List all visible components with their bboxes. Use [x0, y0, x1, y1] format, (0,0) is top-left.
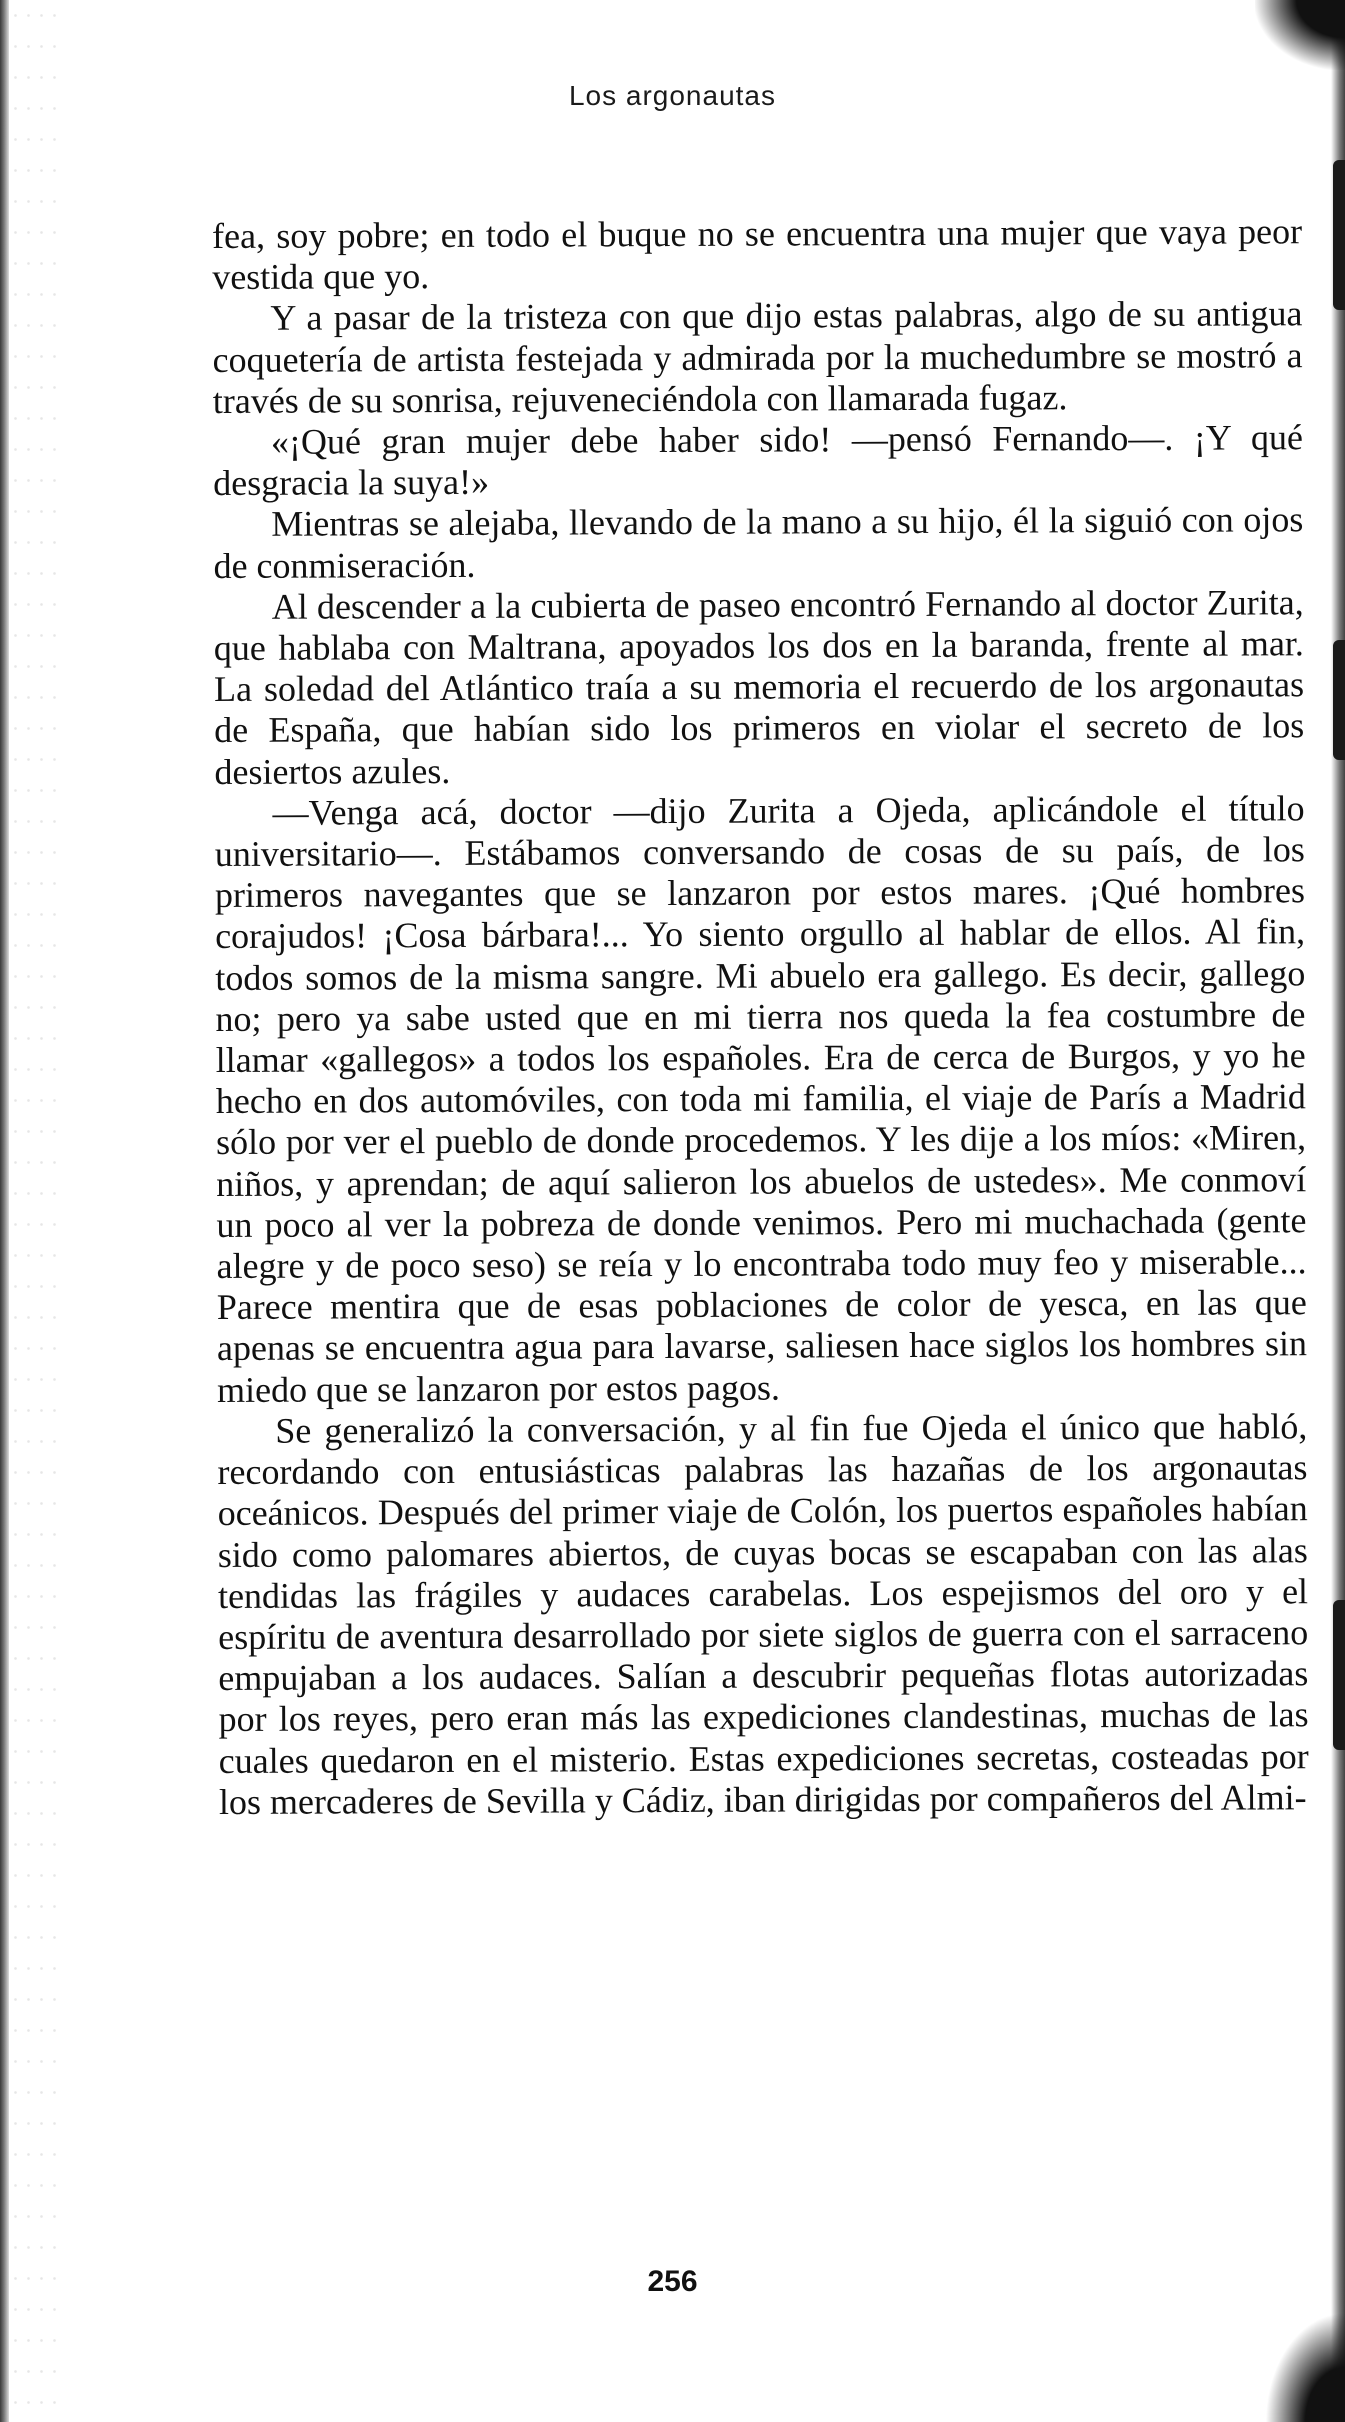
scan-noise: [9, 0, 64, 2422]
scan-mark: [1333, 1600, 1345, 1750]
page-edge-left: [0, 0, 9, 2422]
page-number: 256: [647, 2265, 698, 2298]
paragraph: fea, soy pobre; en todo el buque no se encuentra una mujer que vaya peor vestida que yo.: [212, 211, 1303, 298]
scan-mark: [1333, 160, 1345, 310]
paragraph: Y a pasar de la tristeza con que dijo estas palabras, algo de su antigua coquetería de artista festejada y admirada por la muchedumbre se mostró a través de su sonrisa, rejuveneciéndola con llamarada fugaz.: [212, 293, 1303, 421]
paragraph: Mientras se alejaba, llevando de la mano a su hijo, él la siguió con ojos de conmiseración.: [213, 499, 1304, 586]
running-head: Los argonautas: [568, 80, 777, 111]
scan-corner-bottom: [1265, 2312, 1345, 2422]
scan-corner-top: [1255, 0, 1345, 70]
scan-mark: [1333, 640, 1345, 760]
paragraph: —Venga acá, doctor —dijo Zurita a Ojeda, aplicándole el título universitario—. Estábamos conversando de cosas de su país, de los primeros navegantes que se lanzaron por estos mares. ¡Qué hombres corajudos! ¡Cosa bárbara!... Yo siento orgullo al hablar de ellos. Al fin, todos somos de la misma sangre. Mi abuelo era gallego. Es decir, gallego no; pero ya sabe usted que en mi tierra nos queda la fea costumbre de llamar «gallegos» a todos los españoles. Era de cerca de Burgos, y yo he hecho en dos automóviles, con toda mi familia, el viaje de París a Madrid sólo por ver el pueblo de donde procedemos. Y les dije a los míos: «Miren, niños, y aprendan; de aquí salieron los abuelos de ustedes». Me conmoví un poco al ver la pobreza de donde venimos. Pero mi muchachada (gente alegre y de poco seso) se reía y lo encontraba todo muy feo y miserable... Parece mentira que de esas poblaciones de color de yesca, en las que apenas se encuentra agua para lavarse, saliesen hace siglos los hombres sin miedo que se lanzaron por estos pagos.: [214, 788, 1308, 1410]
body-text: [212, 211, 1309, 1823]
page-edge-right: [1331, 0, 1345, 2422]
paragraph: Al descender a la cubierta de paseo encontró Fernando al doctor Zurita, que hablaba con Maltrana, apoyados los dos en la baranda, frente al mar. La soledad del Atlántico traía a su memoria el recuerdo de los argonautas de España, que habían sido los primeros en violar el secreto de los desiertos azules.: [213, 582, 1305, 792]
paragraph: «¡Qué gran mujer debe haber sido! —pensó Fernando—. ¡Y qué desgracia la suya!»: [213, 417, 1304, 504]
paragraph: Se generalizó la conversación, y al fin fue Ojeda el único que habló, recordando con entusiásticas palabras las hazañas de los argonautas oceánicos. Después del primer viaje de Colón, los puertos españoles habían sido como palomares abiertos, de cuyas bocas se escapaban con las alas tendidas las frágiles y audaces carabelas. Los espejismos del oro y el espíritu de aventura desarrollado por siete siglos de guerra con el sarraceno empujaban a los audaces. Salían a descubrir pequeñas flotas autorizadas por los reyes, pero eran más las expediciones clandestinas, muchas de las cuales quedaron en el misterio. Estas expediciones secretas, costeadas por los mercaderes de Sevilla y Cádiz, iban dirigidas por compañeros del Almi-: [217, 1406, 1309, 1822]
